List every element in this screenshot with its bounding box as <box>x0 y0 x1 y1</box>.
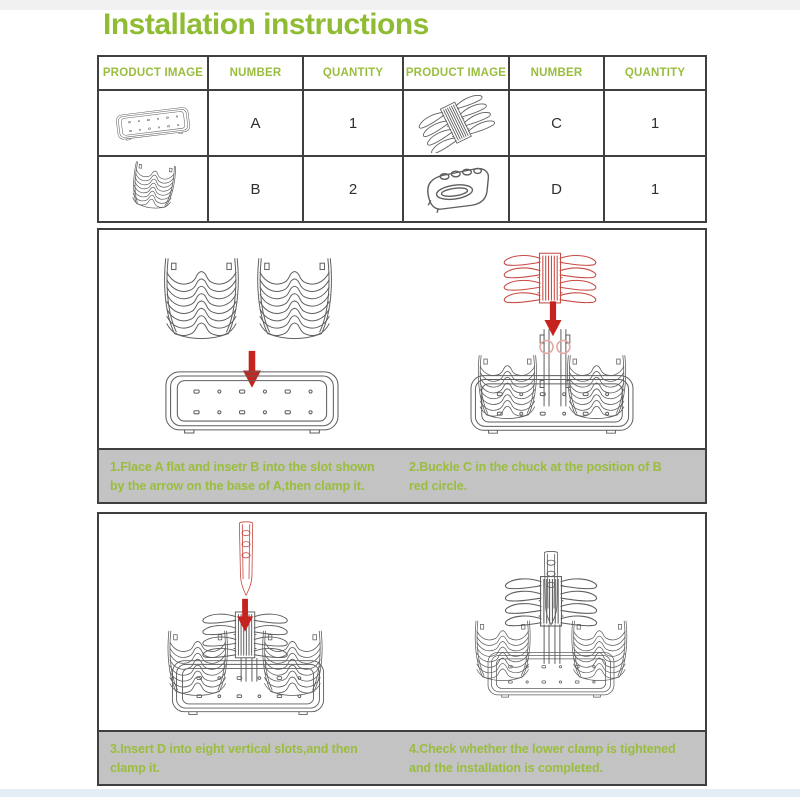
center-posts-drawing <box>544 624 560 663</box>
part-b-quantity-cell: 2 <box>304 157 402 221</box>
step-4-diagram <box>398 514 705 730</box>
step-2-diagram <box>398 230 705 448</box>
part-c-number-cell: C <box>510 91 603 155</box>
step-3-caption-line1: 3.Insert D into eight vertical slots,and then <box>110 742 358 756</box>
part-c-prong-rack-icon <box>406 93 506 153</box>
part-b-image-cell <box>99 157 207 221</box>
col-header-number-2: NUMBER <box>510 57 603 89</box>
step-4-caption-line2: and the installation is completed. <box>409 760 603 775</box>
part-c-quantity-cell: 1 <box>605 91 705 155</box>
step-1-caption-line1: 1.Flace A flat and insetr B into the slot shown <box>110 460 375 474</box>
part-d-image-cell <box>404 157 508 221</box>
step-1-caption <box>99 448 398 502</box>
part-a-quantity-cell: 1 <box>304 91 402 155</box>
step-4-caption <box>398 730 705 784</box>
red-down-arrow-icon <box>544 301 561 336</box>
part-b-number-cell: B <box>209 157 302 221</box>
part-b-side-rack-icon <box>101 159 205 219</box>
col-header-quantity-2: QUANTITY <box>605 57 705 89</box>
step-1-caption-line2: by the arrow on the base of A,then clamp it. <box>110 478 365 493</box>
step-2-panel <box>398 228 707 504</box>
part-d-number-cell: D <box>510 157 603 221</box>
step-4-panel <box>398 512 707 786</box>
part-d-clamp-cover-icon <box>406 159 506 219</box>
col-header-product-image-2: PRODUCT IMAGE <box>404 57 508 89</box>
parts-table <box>97 55 707 223</box>
part-a-image-cell <box>99 91 207 155</box>
red-circle-highlights <box>540 340 570 353</box>
step-2-caption-line2: red circle. <box>409 478 467 493</box>
col-header-number-1: NUMBER <box>209 57 302 89</box>
step-2-caption-line1: 2.Buckle C in the chuck at the position of B <box>409 460 662 474</box>
col-header-quantity-1: QUANTITY <box>304 57 402 89</box>
step-2-caption <box>398 448 705 502</box>
part-a-base-tray-icon <box>101 93 205 153</box>
red-down-arrow-icon <box>237 599 253 632</box>
step-4-caption-line1: 4.Check whether the lower clamp is tightened <box>409 742 676 756</box>
step-1-diagram <box>99 230 398 448</box>
bottom-margin-band <box>0 789 800 797</box>
part-d-quantity-cell: 1 <box>605 157 705 221</box>
step-3-diagram <box>99 514 398 730</box>
red-down-arrow-icon <box>243 351 261 388</box>
step-1-panel <box>97 228 400 504</box>
step-3-caption <box>99 730 398 784</box>
red-part-d-drawing <box>239 522 252 595</box>
part-a-number-cell: A <box>209 91 302 155</box>
red-part-c-drawing <box>504 253 596 303</box>
page-title: Installation instructions <box>103 8 429 41</box>
part-c-image-cell <box>404 91 508 155</box>
step-3-panel <box>97 512 400 786</box>
center-posts-drawing <box>241 658 257 682</box>
step-3-caption-line2: clamp it. <box>110 760 160 775</box>
col-header-product-image-1: PRODUCT IMAGE <box>99 57 207 89</box>
